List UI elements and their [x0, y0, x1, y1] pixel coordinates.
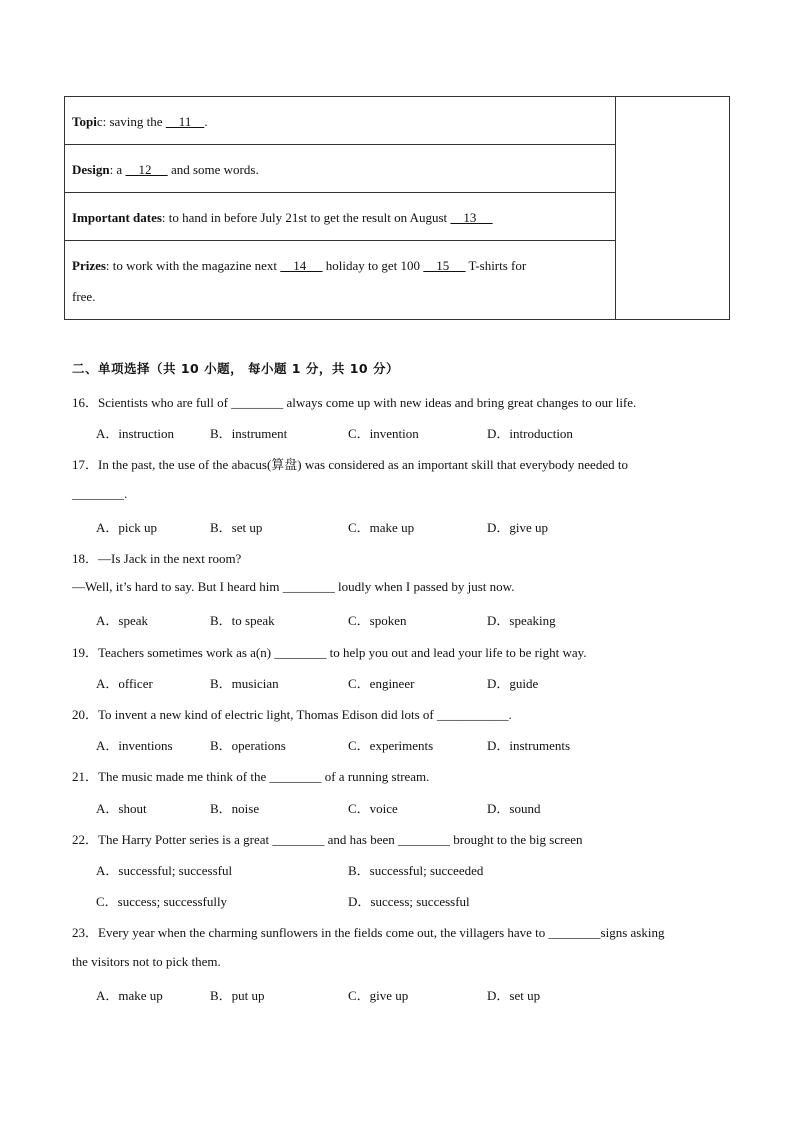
- q16-option-c[interactable]: C．invention: [348, 426, 419, 441]
- q21-option-d[interactable]: D．sound: [487, 801, 541, 816]
- q23-option-d[interactable]: D．set up: [487, 988, 541, 1003]
- q16-option-a[interactable]: A．instruction: [96, 426, 174, 441]
- table-row-design: Design: a 12 and some words.: [65, 145, 615, 193]
- question-18: 18．—Is Jack in the next room?: [72, 551, 242, 566]
- question-23: 23．Every year when the charming sunflowers in the fields come out, the villagers have to ________signs asking: [72, 925, 665, 940]
- table-row-topic: Topic: saving the 11 .: [65, 97, 615, 145]
- section-title: 二、单项选择（共 10 小题， 每小题 1 分，共 10 分）: [72, 361, 399, 376]
- info-table: [64, 96, 730, 320]
- q18-option-d[interactable]: D．speaking: [487, 613, 556, 628]
- q16-option-d[interactable]: D．introduction: [487, 426, 573, 441]
- question-20: 20．To invent a new kind of electric light, Thomas Edison did lots of ___________.: [72, 707, 512, 722]
- question-22: 22．The Harry Potter series is a great ________ and has been ________ brought to the big screen: [72, 832, 583, 847]
- q23-option-a[interactable]: A．make up: [96, 988, 163, 1003]
- prizes-label: Prizes: [72, 258, 106, 273]
- q18-option-c[interactable]: C．spoken: [348, 613, 407, 628]
- q17-option-a[interactable]: A．pick up: [96, 520, 158, 535]
- q23-option-b[interactable]: B．put up: [210, 988, 265, 1003]
- q22-option-a[interactable]: A．successful; successful: [96, 863, 233, 878]
- topic-label: Topi: [72, 114, 97, 129]
- q23-option-c[interactable]: C．give up: [348, 988, 409, 1003]
- q19-option-a[interactable]: A．officer: [96, 676, 153, 691]
- question-18-cont: —Well, it’s hard to say. But I heard him ________ loudly when I passed by just now.: [72, 579, 515, 594]
- question-17: 17．In the past, the use of the abacus(算盘) was considered as an important skill that everybody needed to: [72, 457, 628, 472]
- q21-option-c[interactable]: C．voice: [348, 801, 398, 816]
- q20-option-b[interactable]: B．operations: [210, 738, 286, 753]
- blank-14[interactable]: 14: [280, 258, 323, 273]
- question-17-cont: ________.: [72, 486, 128, 501]
- blank-15[interactable]: 15: [423, 258, 466, 273]
- q21-option-a[interactable]: A．shout: [96, 801, 147, 816]
- question-19: 19．Teachers sometimes work as a(n) ________ to help you out and lead your life to be right way.: [72, 645, 587, 660]
- blank-11[interactable]: 11: [165, 114, 205, 129]
- question-16: 16．Scientists who are full of ________ always come up with new ideas and bring great changes to our life.: [72, 395, 637, 410]
- info-table-left-column: [65, 97, 616, 319]
- q17-option-b[interactable]: B．set up: [210, 520, 263, 535]
- q16-option-b[interactable]: B．instrument: [210, 426, 288, 441]
- table-row-prizes: Prizes: to work with the magazine next 14 holiday to get 100 15 T-shirts for free.: [72, 258, 527, 304]
- q22-option-d[interactable]: D．success; successful: [348, 894, 470, 909]
- q20-option-d[interactable]: D．instruments: [487, 738, 571, 753]
- q22-option-c[interactable]: C．success; successfully: [96, 894, 228, 909]
- q22-option-b[interactable]: B．successful; succeeded: [348, 863, 484, 878]
- table-row-dates: Important dates: to hand in before July 21st to get the result on August 13: [65, 193, 615, 241]
- question-21: 21．The music made me think of the ________ of a running stream.: [72, 769, 430, 784]
- design-label: Design: [72, 162, 110, 177]
- q17-option-d[interactable]: D．give up: [487, 520, 549, 535]
- q19-option-d[interactable]: D．guide: [487, 676, 539, 691]
- q20-option-a[interactable]: A．inventions: [96, 738, 173, 753]
- blank-13[interactable]: 13: [450, 210, 493, 225]
- q18-option-b[interactable]: B．to speak: [210, 613, 275, 628]
- q21-option-b[interactable]: B．noise: [210, 801, 260, 816]
- dates-label: Important dates: [72, 210, 162, 225]
- q19-option-c[interactable]: C．engineer: [348, 676, 415, 691]
- blank-12[interactable]: 12: [125, 162, 168, 177]
- q20-option-c[interactable]: C．experiments: [348, 738, 434, 753]
- q18-option-a[interactable]: A．speak: [96, 613, 148, 628]
- q17-option-c[interactable]: C．make up: [348, 520, 415, 535]
- question-23-cont: the visitors not to pick them.: [72, 954, 221, 969]
- q19-option-b[interactable]: B．musician: [210, 676, 279, 691]
